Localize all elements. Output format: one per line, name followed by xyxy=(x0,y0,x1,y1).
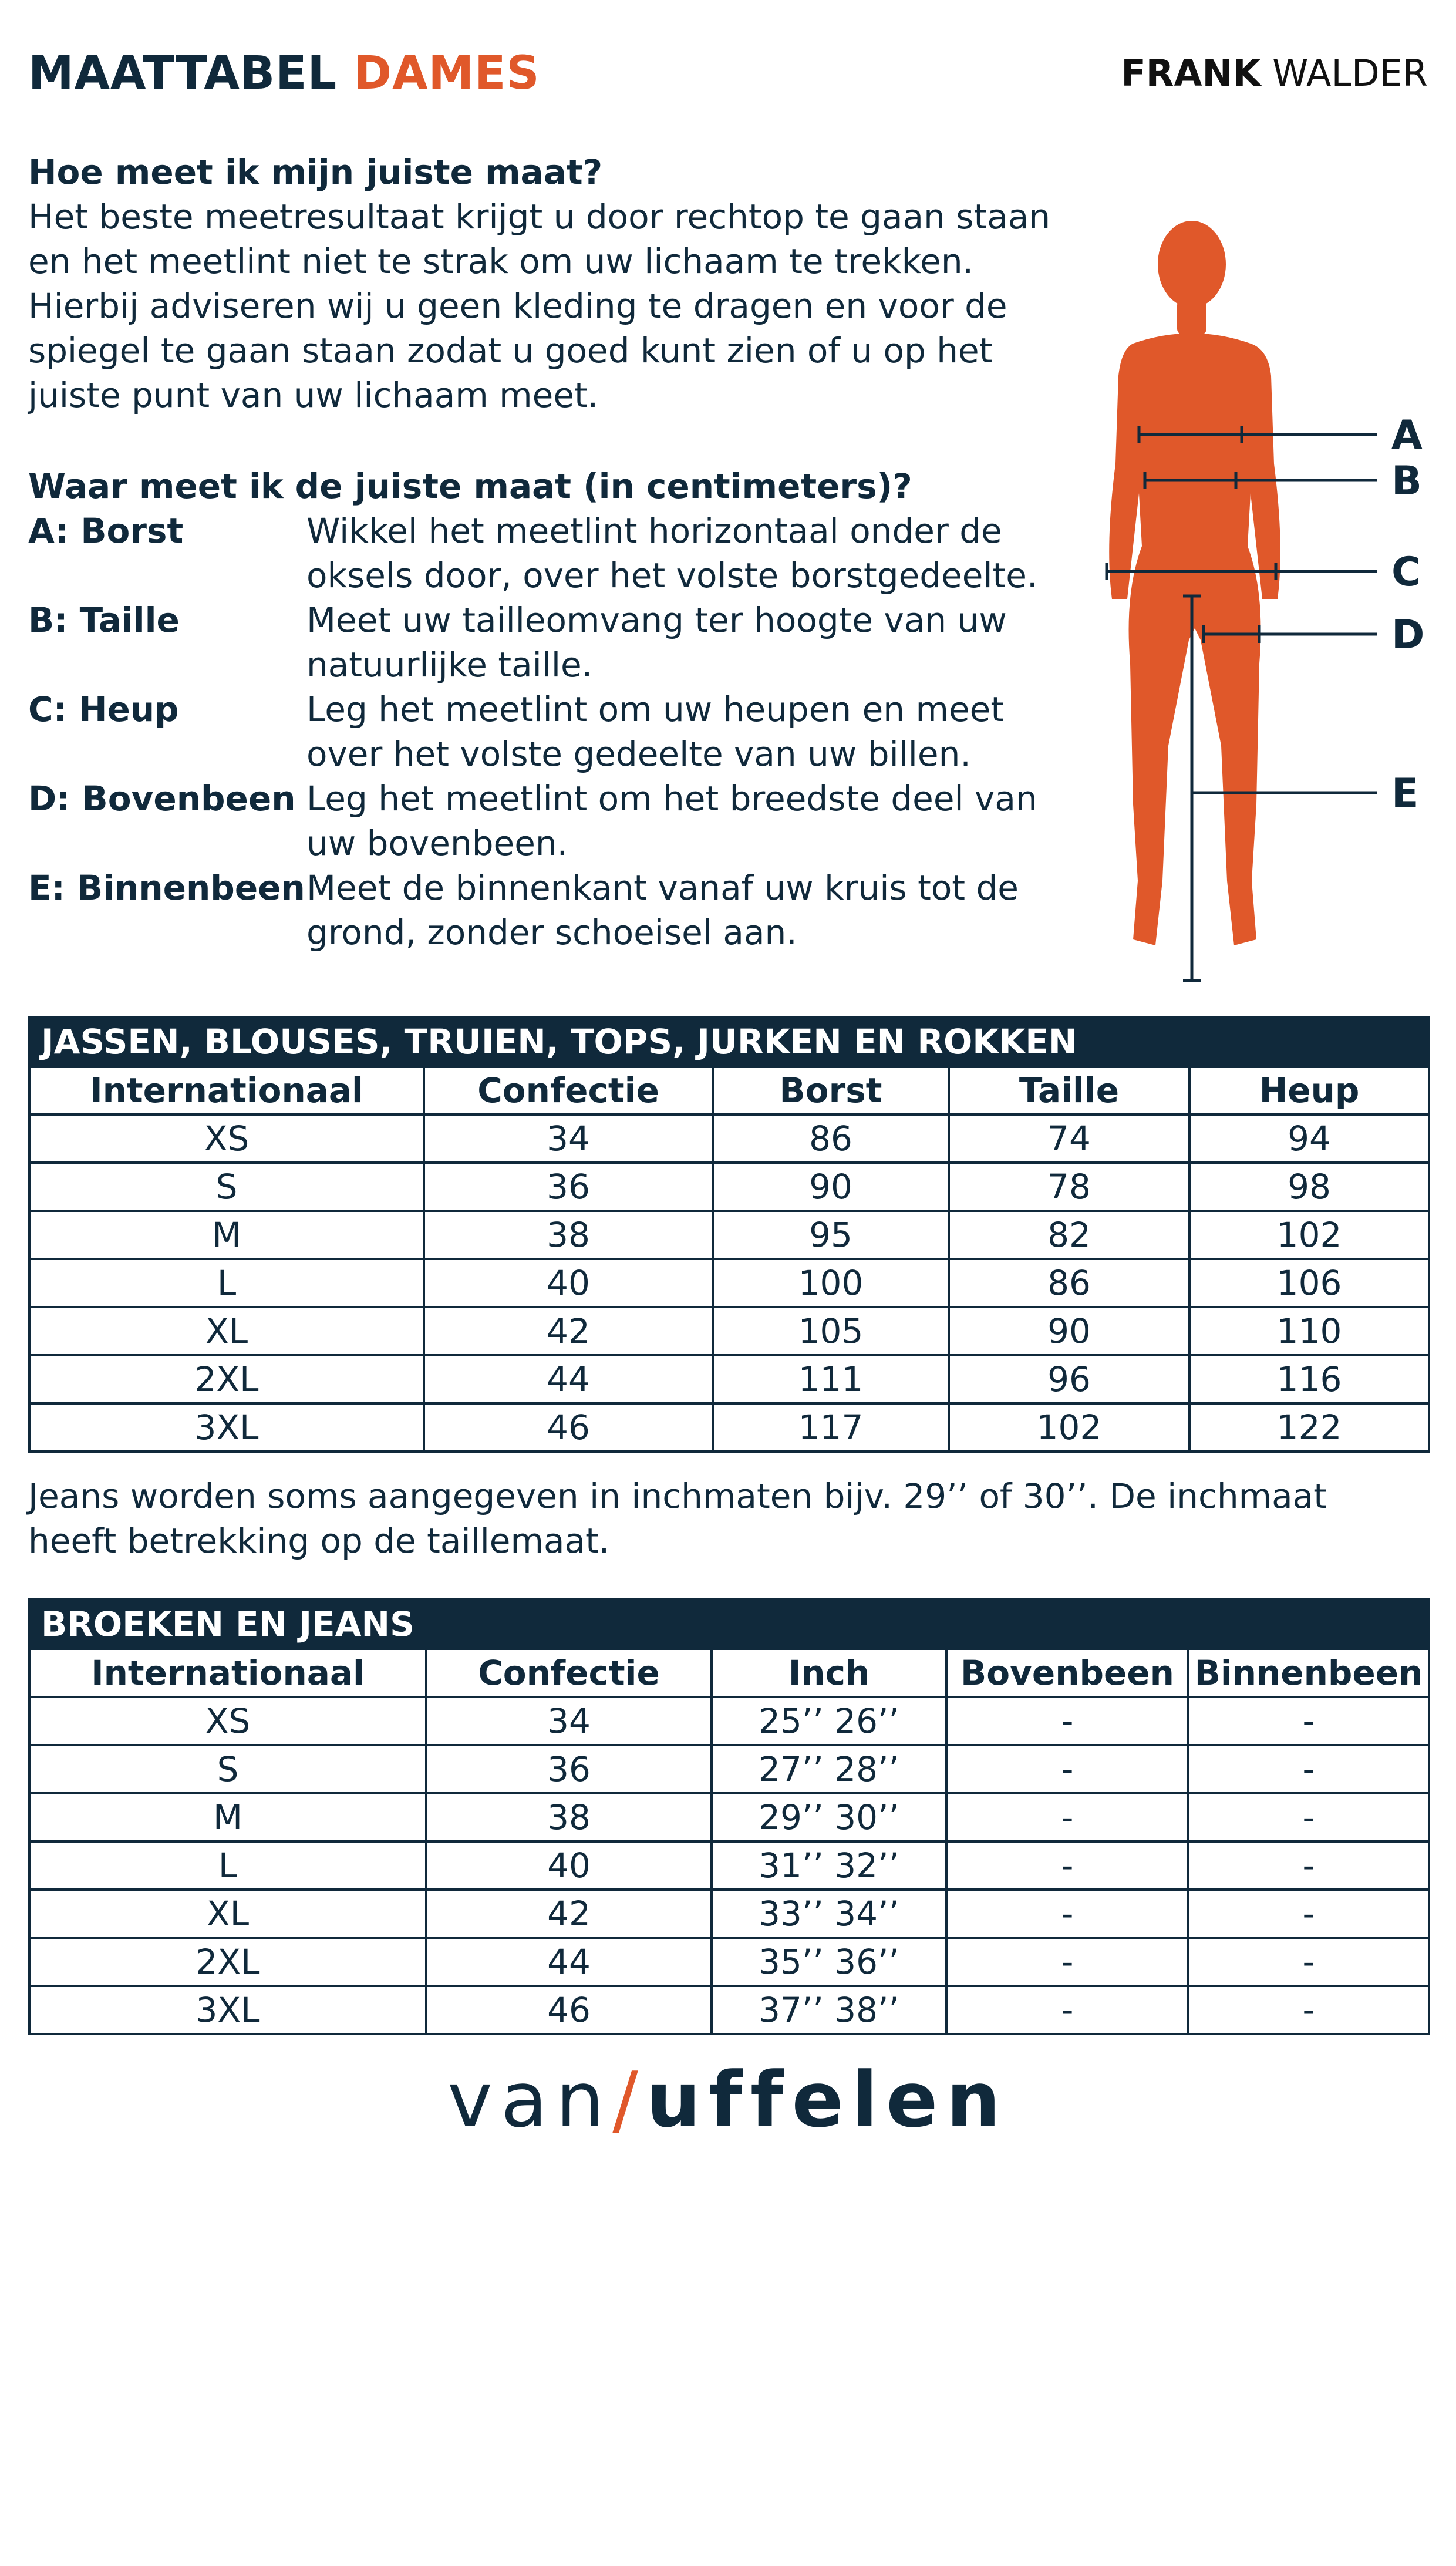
table-cell: 46 xyxy=(424,1403,713,1452)
table-cell: - xyxy=(1188,1938,1429,1986)
brand-name-light: WALDER xyxy=(1272,52,1428,95)
table-cell: 111 xyxy=(713,1355,949,1403)
table-cell: M xyxy=(29,1211,424,1259)
table-cell: 31’’ 32’’ xyxy=(712,1841,946,1890)
logo-slash: / xyxy=(612,2055,646,2144)
table-cell: 46 xyxy=(426,1986,712,2034)
table-cell: 40 xyxy=(424,1259,713,1307)
table-cell: 27’’ 28’’ xyxy=(712,1745,946,1793)
marker-a-label: A xyxy=(1391,412,1423,459)
table-cell: - xyxy=(1188,1793,1429,1841)
table-cell: XL xyxy=(29,1307,424,1355)
measure-label: C: Heup xyxy=(28,689,179,729)
column-header: Confectie xyxy=(424,1066,713,1114)
table-cell: 40 xyxy=(426,1841,712,1890)
table-cell: - xyxy=(1188,1841,1429,1890)
column-header: Internationaal xyxy=(29,1649,426,1697)
title-accent: DAMES xyxy=(353,47,540,100)
measure-item-binnenbeen xyxy=(28,866,1073,955)
measure-item-borst xyxy=(28,509,1073,598)
table-cell: - xyxy=(946,1890,1188,1938)
table-row xyxy=(29,1986,1429,2034)
table-cell: S xyxy=(29,1163,424,1211)
table-cell: L xyxy=(29,1841,426,1890)
column-header: Confectie xyxy=(426,1649,712,1697)
table-cell: M xyxy=(29,1793,426,1841)
table-cell: XS xyxy=(29,1114,424,1163)
table-cell: - xyxy=(946,1793,1188,1841)
marker-e-label: E xyxy=(1391,770,1419,817)
table-cell: - xyxy=(946,1938,1188,1986)
table-cell: 90 xyxy=(713,1163,949,1211)
table-cell: 110 xyxy=(1189,1307,1429,1355)
measure-text: Leg het meetlint om uw heupen en meet over het volste gedeelte van uw billen. xyxy=(306,689,1005,774)
table-cell: 44 xyxy=(424,1355,713,1403)
table-cell: - xyxy=(946,1986,1188,2034)
intro-body: Het beste meetresultaat krijgt u door rechtop te gaan staan en het meetlint niet te strak om uw lichaam te trekken. Hierbij adviseren wij u geen kleding te dragen en voor de spiegel te gaan staan zodat u goed kunt zien of u op het juiste punt van uw lichaam meet. xyxy=(28,197,1051,415)
size-table-tops xyxy=(28,1016,1430,1453)
table-row xyxy=(29,1938,1429,1986)
column-header: Heup xyxy=(1189,1066,1429,1114)
table-cell: - xyxy=(946,1745,1188,1793)
column-header: Binnenbeen xyxy=(1188,1649,1429,1697)
column-header: Inch xyxy=(712,1649,946,1697)
table-cell: 35’’ 36’’ xyxy=(712,1938,946,1986)
marker-b-label: B xyxy=(1391,458,1422,504)
measure-label: D: Bovenbeen xyxy=(28,779,296,819)
measure-label: B: Taille xyxy=(28,600,180,640)
table-cell: 33’’ 34’’ xyxy=(712,1890,946,1938)
size-table-jeans xyxy=(28,1598,1430,2035)
marker-d-label: D xyxy=(1391,612,1425,658)
body-silhouette xyxy=(1109,221,1280,945)
table-cell: 90 xyxy=(949,1307,1189,1355)
table-cell: 122 xyxy=(1189,1403,1429,1452)
measure-item-heup xyxy=(28,687,1073,776)
table-cell: - xyxy=(946,1841,1188,1890)
column-header: Borst xyxy=(713,1066,949,1114)
intro-heading: Hoe meet ik mijn juiste maat? xyxy=(28,152,603,192)
table-cell: 102 xyxy=(1189,1211,1429,1259)
table-row xyxy=(29,1163,1429,1211)
table-cell: 116 xyxy=(1189,1355,1429,1403)
table-cell: L xyxy=(29,1259,424,1307)
table-row xyxy=(29,1211,1429,1259)
table-row xyxy=(29,1890,1429,1938)
table-row xyxy=(29,1745,1429,1793)
table-cell: 25’’ 26’’ xyxy=(712,1697,946,1745)
measure-label: E: Binnenbeen xyxy=(28,868,305,908)
table-cell: 82 xyxy=(949,1211,1189,1259)
measure-text: Meet uw tailleomvang ter hoogte van uw natuurlijke taille. xyxy=(306,600,1007,685)
table-cell: 29’’ 30’’ xyxy=(712,1793,946,1841)
table-cell: 38 xyxy=(426,1793,712,1841)
table-cell: 34 xyxy=(426,1697,712,1745)
logo-part-van: van xyxy=(447,2055,613,2144)
measure-item-bovenbeen xyxy=(28,776,1073,866)
table-cell: 3XL xyxy=(29,1403,424,1452)
table-cell: 106 xyxy=(1189,1259,1429,1307)
table-row xyxy=(29,1114,1429,1163)
table-cell: 98 xyxy=(1189,1163,1429,1211)
table-cell: 117 xyxy=(713,1403,949,1452)
table-row xyxy=(29,1841,1429,1890)
column-header: Internationaal xyxy=(29,1066,424,1114)
table-cell: - xyxy=(1188,1745,1429,1793)
measure-text: Wikkel het meetlint horizontaal onder de oksels door, over het volste borstgedeelte. xyxy=(306,511,1038,595)
column-header: Taille xyxy=(949,1066,1189,1114)
table-row xyxy=(29,1403,1429,1452)
logo-part-uffelen: uffelen xyxy=(646,2055,1009,2144)
brand-logo xyxy=(1121,52,1428,95)
table-cell: 2XL xyxy=(29,1355,424,1403)
table-cell: XL xyxy=(29,1890,426,1938)
table-cell: S xyxy=(29,1745,426,1793)
table-cell: 78 xyxy=(949,1163,1189,1211)
table-cell: 100 xyxy=(713,1259,949,1307)
table-row xyxy=(29,1697,1429,1745)
table-cell: 2XL xyxy=(29,1938,426,1986)
table-cell: XS xyxy=(29,1697,426,1745)
measure-item-taille xyxy=(28,598,1073,687)
table-caption: JASSEN, BLOUSES, TRUIEN, TOPS, JURKEN EN ROKKEN xyxy=(29,1017,1429,1066)
table-cell: 102 xyxy=(949,1403,1189,1452)
footer-logo xyxy=(0,2055,1456,2144)
measure-label: A: Borst xyxy=(28,511,184,551)
column-header: Bovenbeen xyxy=(946,1649,1188,1697)
title-main: MAATTABEL xyxy=(28,47,338,100)
measure-text: Meet de binnenkant vanaf uw kruis tot de grond, zonder schoeisel aan. xyxy=(306,868,1019,952)
table-cell: 42 xyxy=(426,1890,712,1938)
page-title xyxy=(28,47,540,100)
marker-c-label: C xyxy=(1391,549,1421,595)
table-cell: 74 xyxy=(949,1114,1189,1163)
table-cell: 37’’ 38’’ xyxy=(712,1986,946,2034)
table-cell: - xyxy=(1188,1890,1429,1938)
measure-section xyxy=(28,464,1073,955)
table-row xyxy=(29,1307,1429,1355)
table-cell: 95 xyxy=(713,1211,949,1259)
jeans-note: Jeans worden soms aangegeven in inchmaten bijv. 29’’ of 30’’. De inchmaat heeft betrekking op de taillemaat. xyxy=(28,1476,1327,1561)
brand-name-bold: FRANK xyxy=(1121,52,1261,95)
measure-text: Leg het meetlint om het breedste deel van uw bovenbeen. xyxy=(306,779,1037,863)
table-row xyxy=(29,1793,1429,1841)
table-cell: 36 xyxy=(424,1163,713,1211)
measure-heading: Waar meet ik de juiste maat (in centimeters)? xyxy=(28,466,912,506)
table-cell: 86 xyxy=(949,1259,1189,1307)
table-cell: - xyxy=(946,1697,1188,1745)
table-cell: 96 xyxy=(949,1355,1189,1403)
body-measurement-figure xyxy=(1080,217,1444,998)
table-cell: - xyxy=(1188,1697,1429,1745)
table-cell: 38 xyxy=(424,1211,713,1259)
table-cell: 42 xyxy=(424,1307,713,1355)
table-row xyxy=(29,1355,1429,1403)
table-caption: BROEKEN EN JEANS xyxy=(29,1599,1429,1649)
table-cell: 105 xyxy=(713,1307,949,1355)
table-cell: 94 xyxy=(1189,1114,1429,1163)
table-cell: 44 xyxy=(426,1938,712,1986)
table-cell: 34 xyxy=(424,1114,713,1163)
table-cell: 3XL xyxy=(29,1986,426,2034)
intro-section xyxy=(28,150,1085,417)
table-cell: 86 xyxy=(713,1114,949,1163)
table-cell: - xyxy=(1188,1986,1429,2034)
table-cell: 36 xyxy=(426,1745,712,1793)
table-row xyxy=(29,1259,1429,1307)
